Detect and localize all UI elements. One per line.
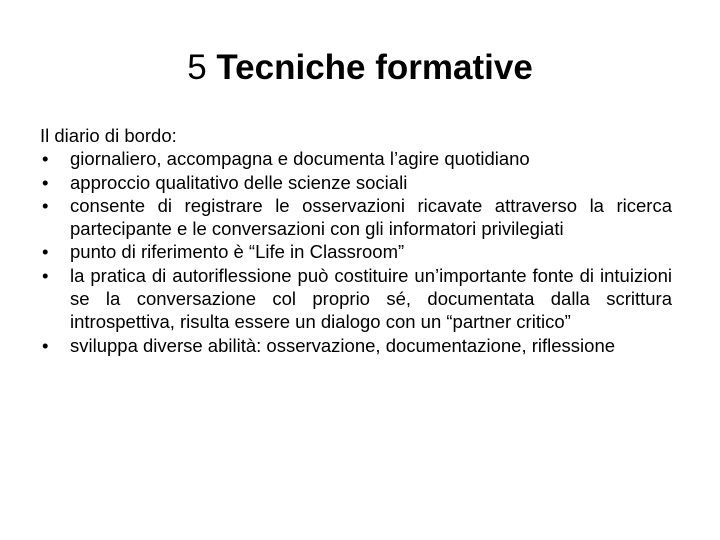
bullet-item [40, 334, 672, 357]
bullet-item [40, 264, 672, 334]
bullet-item [40, 240, 672, 263]
title-text: Tecniche formative [216, 48, 533, 87]
bullet-text: la pratica di autoriflessione può costituire un’importante fonte di intuizioni se la conversazione col proprio sé, documentata dalla scrittura introspettiva, risulta essere un dialogo con un “partner critico” [70, 264, 672, 333]
slide-body [40, 124, 672, 357]
bullet-item [40, 171, 672, 194]
bullet-list [40, 147, 672, 357]
bullet-text: punto di riferimento è “Life in Classroom” [70, 241, 405, 263]
slide-title [0, 46, 720, 90]
intro-suffix: : [171, 125, 177, 146]
bullet-text: sviluppa diverse abilità: osservazione, documentazione, riflessione [70, 334, 616, 356]
bullet-dot-icon: • [42, 194, 49, 216]
bullet-dot-icon: • [42, 334, 49, 356]
bullet-dot-icon: • [42, 241, 49, 263]
title-number: 5 [187, 48, 207, 87]
intro-term: Il diario di bordo [40, 125, 172, 146]
bullet-dot-icon: • [42, 148, 49, 170]
bullet-item [40, 147, 672, 170]
intro-line [40, 124, 672, 147]
bullet-dot-icon: • [42, 171, 49, 193]
bullet-dot-icon: • [42, 264, 49, 286]
bullet-text: giornaliero, accompagna e documenta l’agire quotidiano [70, 148, 530, 170]
bullet-text: consente di registrare le osservazioni ricavate attraverso la ricerca partecipante e le conversazioni con gli informatori privilegiati [70, 194, 672, 240]
bullet-text: approccio qualitativo delle scienze sociali [70, 171, 408, 193]
bullet-item [40, 194, 672, 241]
